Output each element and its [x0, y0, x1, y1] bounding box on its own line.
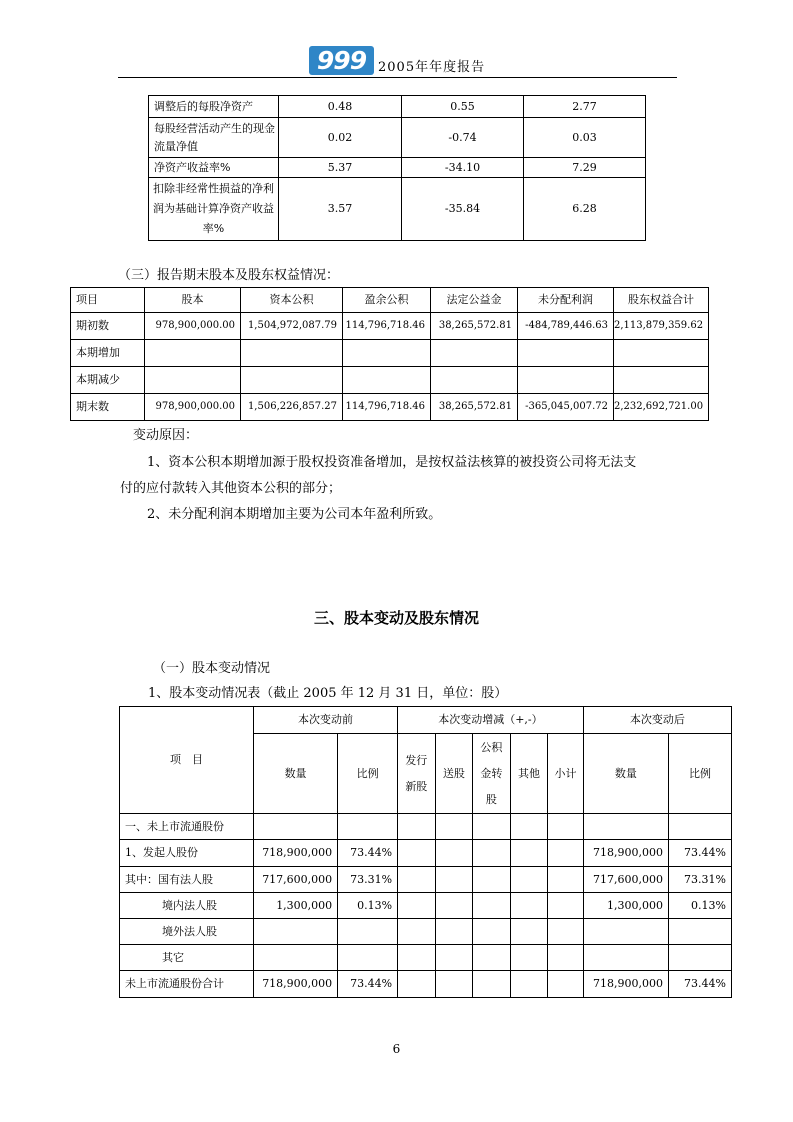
cell-value [583, 945, 668, 971]
cell-value: 717,600,000 [253, 867, 337, 893]
section-title: 三、股本变动及股东情况 [313, 609, 479, 627]
group-header-change: 本次变动增减（+,-） [398, 707, 584, 734]
row-label: 其中：国有法人股 [120, 867, 254, 893]
item-header: 项 目 [120, 707, 254, 814]
cell-value: 114,796,718.46 [343, 394, 431, 421]
row-label: 未上市流通股份合计 [120, 971, 254, 998]
table-row [71, 340, 709, 367]
row-label: 其它 [120, 945, 254, 971]
row-label: 境内法人股 [120, 893, 254, 919]
cell-value [145, 340, 241, 367]
table-row [71, 394, 709, 421]
column-header: 送股 [435, 734, 473, 814]
cell-value [614, 367, 709, 394]
cell-value: 0.13% [669, 893, 732, 919]
cell-value: 3.57 [279, 178, 402, 241]
cell-value [343, 340, 431, 367]
row-label: 境外法人股 [120, 919, 254, 945]
cell-value [518, 340, 614, 367]
cell-value [614, 340, 709, 367]
table-row [149, 178, 646, 241]
column-header: 数量 [253, 734, 337, 814]
cell-value: 73.31% [669, 867, 732, 893]
cell-value [583, 919, 668, 945]
row-label: 本期增加 [71, 340, 145, 367]
cell-value: 73.44% [669, 840, 732, 867]
cell-value: -484,789,446.63 [518, 313, 614, 340]
cell-value: 2,113,879,359.62 [614, 313, 709, 340]
cell-value: 718,900,000 [583, 971, 668, 998]
row-label: 期初数 [71, 313, 145, 340]
cell-value: 73.44% [338, 971, 398, 998]
table-row [120, 919, 732, 945]
table-row [120, 945, 732, 971]
column-header: 比例 [669, 734, 732, 814]
cell-value: 2.77 [524, 96, 646, 118]
table-row [149, 118, 646, 158]
equity-table [70, 287, 709, 421]
cell-value [241, 367, 343, 394]
cell-value: 73.44% [338, 840, 398, 867]
column-header: 未分配利润 [518, 288, 614, 313]
cell-value: -365,045,007.72 [518, 394, 614, 421]
row-label: 本期减少 [71, 367, 145, 394]
change-reason-item-2: 2、未分配利润本期增加主要为公司本年盈利所致。 [147, 507, 442, 522]
cell-value: 73.31% [338, 867, 398, 893]
cell-value: 1,300,000 [253, 893, 337, 919]
cell-value: 73.44% [669, 971, 732, 998]
column-header [398, 734, 436, 814]
cell-value: 978,900,000.00 [145, 313, 241, 340]
cell-value: 38,265,572.81 [431, 394, 518, 421]
cell-value: 7.29 [524, 158, 646, 178]
table-header-row [71, 288, 709, 313]
cell-value: -34.10 [402, 158, 524, 178]
column-header-line: 股 [485, 792, 497, 806]
row-label: 1、发起人股份 [120, 840, 254, 867]
cell-value: 0.13% [338, 893, 398, 919]
cell-value: 2,232,692,721.00 [614, 394, 709, 421]
cell-value [431, 367, 518, 394]
company-logo [309, 46, 374, 75]
cell-value: -35.84 [402, 178, 524, 241]
table-caption: 1、股本变动情况表（截止 2005 年 12 月 31 日，单位：股） [148, 686, 508, 701]
column-header: 数量 [583, 734, 668, 814]
column-header: 股东权益合计 [614, 288, 709, 313]
cell-value: 0.55 [402, 96, 524, 118]
change-reason-item-1: 1、资本公积本期增加源于股权投资准备增加，是按权益法核算的被投资公司将无法支 [147, 455, 637, 470]
cell-value: 717,600,000 [583, 867, 668, 893]
cell-value: 114,796,718.46 [343, 313, 431, 340]
column-header-line: 发行 [405, 753, 428, 767]
row-label: 期末数 [71, 394, 145, 421]
group-header-before: 本次变动前 [253, 707, 397, 734]
share-change-table [119, 706, 732, 998]
cell-value [669, 814, 732, 840]
logo-text: 999 [316, 46, 367, 75]
section-heading: （三）报告期末股本及股东权益情况： [118, 268, 340, 283]
column-header-line: 新股 [405, 779, 428, 793]
cell-value [253, 814, 337, 840]
row-label: 净资产收益率% [149, 158, 279, 178]
column-header: 法定公益金 [431, 288, 518, 313]
column-header: 股本 [145, 288, 241, 313]
table-row [120, 867, 732, 893]
row-label: 一、未上市流通股份 [120, 814, 254, 840]
cell-value: 718,900,000 [583, 840, 668, 867]
cell-value: 0.03 [524, 118, 646, 158]
cell-value: 718,900,000 [253, 971, 337, 998]
column-header: 盈余公积 [343, 288, 431, 313]
cell-value [241, 340, 343, 367]
report-title: 2005年年度报告 [378, 60, 486, 75]
column-header: 比例 [338, 734, 398, 814]
cell-value [518, 367, 614, 394]
table-header-row [120, 707, 732, 734]
cell-value: 1,300,000 [583, 893, 668, 919]
group-header-after: 本次变动后 [583, 707, 731, 734]
cell-value [338, 814, 398, 840]
cell-value [253, 945, 337, 971]
column-header-line: 公积 [480, 740, 503, 754]
table-row [149, 158, 646, 178]
page-number: 6 [392, 1042, 401, 1056]
cell-value [338, 919, 398, 945]
table-row [120, 840, 732, 867]
change-reason-title: 变动原因： [133, 428, 199, 443]
column-header [473, 734, 511, 814]
cell-value: 0.48 [279, 96, 402, 118]
cell-value [253, 919, 337, 945]
cell-value: 718,900,000 [253, 840, 337, 867]
cell-value [669, 919, 732, 945]
cell-value [338, 945, 398, 971]
column-header: 资本公积 [241, 288, 343, 313]
row-label: 每股经营活动产生的现金流量净值 [149, 118, 279, 158]
row-label: 扣除非经常性损益的净利润为基础计算净资产收益率% [149, 178, 279, 241]
cell-value: 38,265,572.81 [431, 313, 518, 340]
table-row [71, 367, 709, 394]
table-row [149, 96, 646, 118]
cell-value: -0.74 [402, 118, 524, 158]
cell-value [669, 945, 732, 971]
cell-value [431, 340, 518, 367]
cell-value [583, 814, 668, 840]
table-row [120, 893, 732, 919]
cell-value [343, 367, 431, 394]
cell-value: 0.02 [279, 118, 402, 158]
cell-value: 6.28 [524, 178, 646, 241]
table-row [71, 313, 709, 340]
column-header: 其他 [510, 734, 548, 814]
table-row [120, 814, 732, 840]
column-header: 项目 [71, 288, 145, 313]
header-divider [118, 77, 677, 78]
column-header: 小计 [548, 734, 584, 814]
subsection-heading: （一）股本变动情况 [153, 661, 271, 676]
row-label: 调整后的每股净资产 [149, 96, 279, 118]
cell-value: 1,506,226,857.27 [241, 394, 343, 421]
cell-value: 5.37 [279, 158, 402, 178]
column-header-line: 金转 [480, 766, 503, 780]
table-row [120, 971, 732, 998]
change-reason-item-1-cont: 付的应付款转入其他资本公积的部分； [120, 481, 342, 496]
cell-value: 978,900,000.00 [145, 394, 241, 421]
cell-value [145, 367, 241, 394]
per-share-metrics-table [148, 95, 646, 241]
cell-value: 1,504,972,087.79 [241, 313, 343, 340]
